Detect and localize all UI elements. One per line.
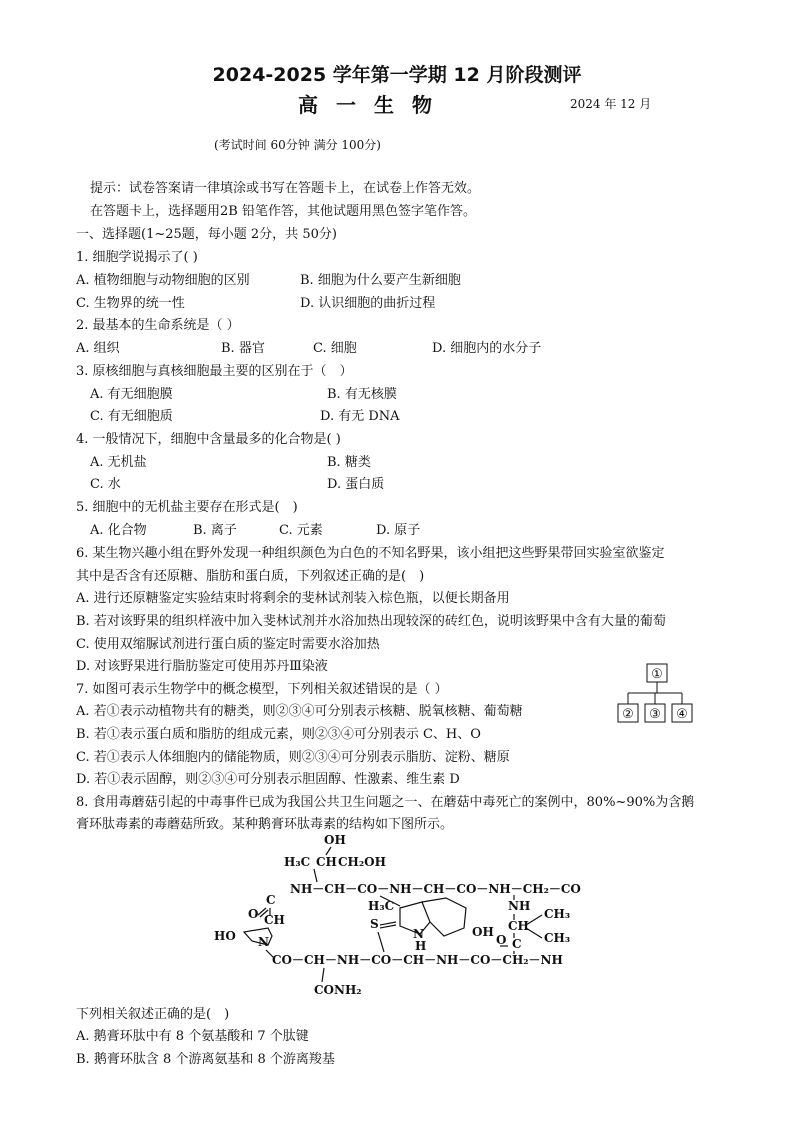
right-oh: OH [472, 925, 494, 939]
tip-line-2: 在答题卡上，选择题用2B 铅笔作答，其他试题用黑色签字笔作答。 [90, 204, 476, 219]
q4-option-c: C. 水 [90, 477, 121, 492]
ring-ch: CH [264, 913, 285, 927]
concept-model-diagram [610, 660, 700, 726]
right-ch3-a: CH₃ [544, 907, 571, 921]
q5-option-d: D. 原子 [376, 523, 421, 538]
q5-option-c: C. 元素 [279, 523, 323, 538]
diagram-label-mid: ③ [649, 707, 661, 722]
left-o: O [248, 907, 259, 921]
q8-stem-line-2: 膏环肽毒素的毒蘑菇所致。某种鹅膏环肽毒素的结构如下图所示。 [76, 817, 454, 832]
ring-n: N [258, 935, 269, 949]
q3-option-b: B. 有无核膜 [327, 387, 397, 402]
q2-stem: 2. 最基本的生命系统是（ ） [76, 318, 240, 333]
q5-option-a: A. 化合物 [90, 523, 147, 538]
right-ch3-b: CH₃ [544, 931, 571, 945]
mid-h3c: H₃C [368, 899, 395, 913]
q2-option-c: C. 细胞 [313, 341, 357, 356]
q6-option-d: D. 对该野果进行脂肪鉴定可使用苏丹Ⅲ染液 [76, 659, 328, 674]
right-c: C [512, 937, 522, 951]
q6-option-a: A. 进行还原糖鉴定实验结束时将剩余的斐林试剂装入棕色瓶，以便长期备用 [76, 591, 510, 606]
q1-option-d: D. 认识细胞的曲折过程 [300, 296, 436, 311]
q5-option-b: B. 离子 [193, 523, 237, 538]
exam-title: 2024-2025 学年第一学期 12 月阶段测评 [212, 64, 582, 86]
q7-stem: 7. 如图可表示生物学中的概念模型，下列相关叙述错误的是（ ） [76, 682, 448, 697]
right-ch: CH [508, 919, 529, 933]
q7-option-d: D. 若①表示固醇，则②③④可分别表示胆固醇、性激素、维生素 D [76, 772, 460, 787]
q2-option-d: D. 细胞内的水分子 [432, 341, 542, 356]
q7-option-a: A. 若①表示动植物共有的糖类，则②③④可分别表示核糖、脱氧核糖、葡萄糖 [76, 704, 523, 719]
q6-stem-line-2: 其中是否含有还原糖、脂肪和蛋白质，下列叙述正确的是( ) [76, 569, 425, 584]
indole-h: H [415, 939, 427, 953]
exam-info: (考试时间 60分钟 满分 100分) [214, 138, 381, 152]
bottom-chain: CO－CH－NH－CO－CH－NH－CO－CH₂－NH [272, 953, 563, 967]
section-heading: 一、选择题(1~25题，每小题 2分，共 50分) [76, 227, 337, 242]
right-nh: NH [508, 899, 531, 913]
q7-option-b: B. 若①表示蛋白质和脂肪的组成元素，则②③④可分别表示 C、H、O [76, 727, 481, 742]
q6-option-c: C. 使用双缩脲试剂进行蛋白质的鉴定时需要水浴加热 [76, 637, 380, 652]
q8-stem-line-1: 8. 食用毒蘑菇引起的中毒事件已成为我国公共卫生问题之一、在蘑菇中毒死亡的案例中，80%~90%为含鹅 [76, 795, 695, 810]
tip-line-1: 提示：试卷答案请一律填涂或书写在答题卡上，在试卷上作答无效。 [90, 181, 481, 196]
diagram-label-left: ② [622, 707, 634, 722]
q3-option-d: D. 有无 DNA [320, 409, 400, 424]
q4-stem: 4. 一般情况下，细胞中含量最多的化合物是( ) [76, 432, 341, 447]
q8-option-a: A. 鹅膏环肽中有 8 个氨基酸和 7 个肽键 [76, 1029, 309, 1044]
q7-option-c: C. 若①表示人体细胞内的储能物质，则②③④可分别表示脂肪、淀粉、糖原 [76, 750, 510, 765]
q3-option-c: C. 有无细胞质 [90, 409, 173, 424]
q5-stem: 5. 细胞中的无机盐主要存在形式是( ) [76, 500, 298, 515]
q1-option-a: A. 植物细胞与动物细胞的区别 [76, 273, 250, 288]
q6-option-b: B. 若对该野果的组织样液中加入斐林试剂并水浴加热出现较深的砖红色，说明该野果中含有大量的葡萄 [76, 614, 666, 629]
left-c: C [266, 893, 276, 907]
q1-stem: 1. 细胞学说揭示了( ) [76, 250, 198, 265]
mid-s: S [370, 917, 379, 931]
q2-option-b: B. 器官 [221, 341, 265, 356]
q4-option-d: D. 蛋白质 [327, 477, 385, 492]
bottom-conh2: CONH₂ [314, 983, 362, 997]
q6-stem-line-1: 6. 某生物兴趣小组在野外发现一种组织颜色为白色的不知名野果，该小组把这些野果带回实验室欲鉴定 [76, 546, 665, 561]
cyclic-peptide-structure [200, 828, 600, 1004]
q1-option-b: B. 细胞为什么要产生新细胞 [300, 273, 461, 288]
diagram-label-right: ④ [676, 707, 688, 722]
top-oh: OH [324, 833, 346, 847]
top-chain: NH－CH－CO－NH－CH－CO－NH－CH₂－CO [290, 882, 581, 896]
subject-heading: 高一生物 [298, 93, 450, 117]
right-o: O [496, 933, 507, 947]
q1-option-c: C. 生物界的统一性 [76, 296, 185, 311]
top-h3c: H₃C [284, 855, 311, 869]
q8-option-b: B. 鹅膏环肽含 8 个游离氨基和 8 个游离羧基 [76, 1052, 335, 1067]
q4-option-a: A. 无机盐 [90, 455, 147, 470]
q2-option-a: A. 组织 [76, 341, 120, 356]
diagram-label-top: ① [651, 667, 663, 682]
left-ho: HO [214, 929, 236, 943]
q3-option-a: A. 有无细胞膜 [90, 387, 173, 402]
exam-date: 2024 年 12 月 [570, 97, 652, 111]
indole-n: N [413, 927, 424, 941]
top-ch2oh: CH₂OH [338, 855, 386, 869]
q8-question: 下列相关叙述正确的是( ) [76, 1007, 230, 1022]
q3-stem: 3. 原核细胞与真核细胞最主要的区别在于（ ） [76, 364, 353, 379]
top-ch: CH [316, 855, 337, 869]
q4-option-b: B. 糖类 [327, 455, 371, 470]
